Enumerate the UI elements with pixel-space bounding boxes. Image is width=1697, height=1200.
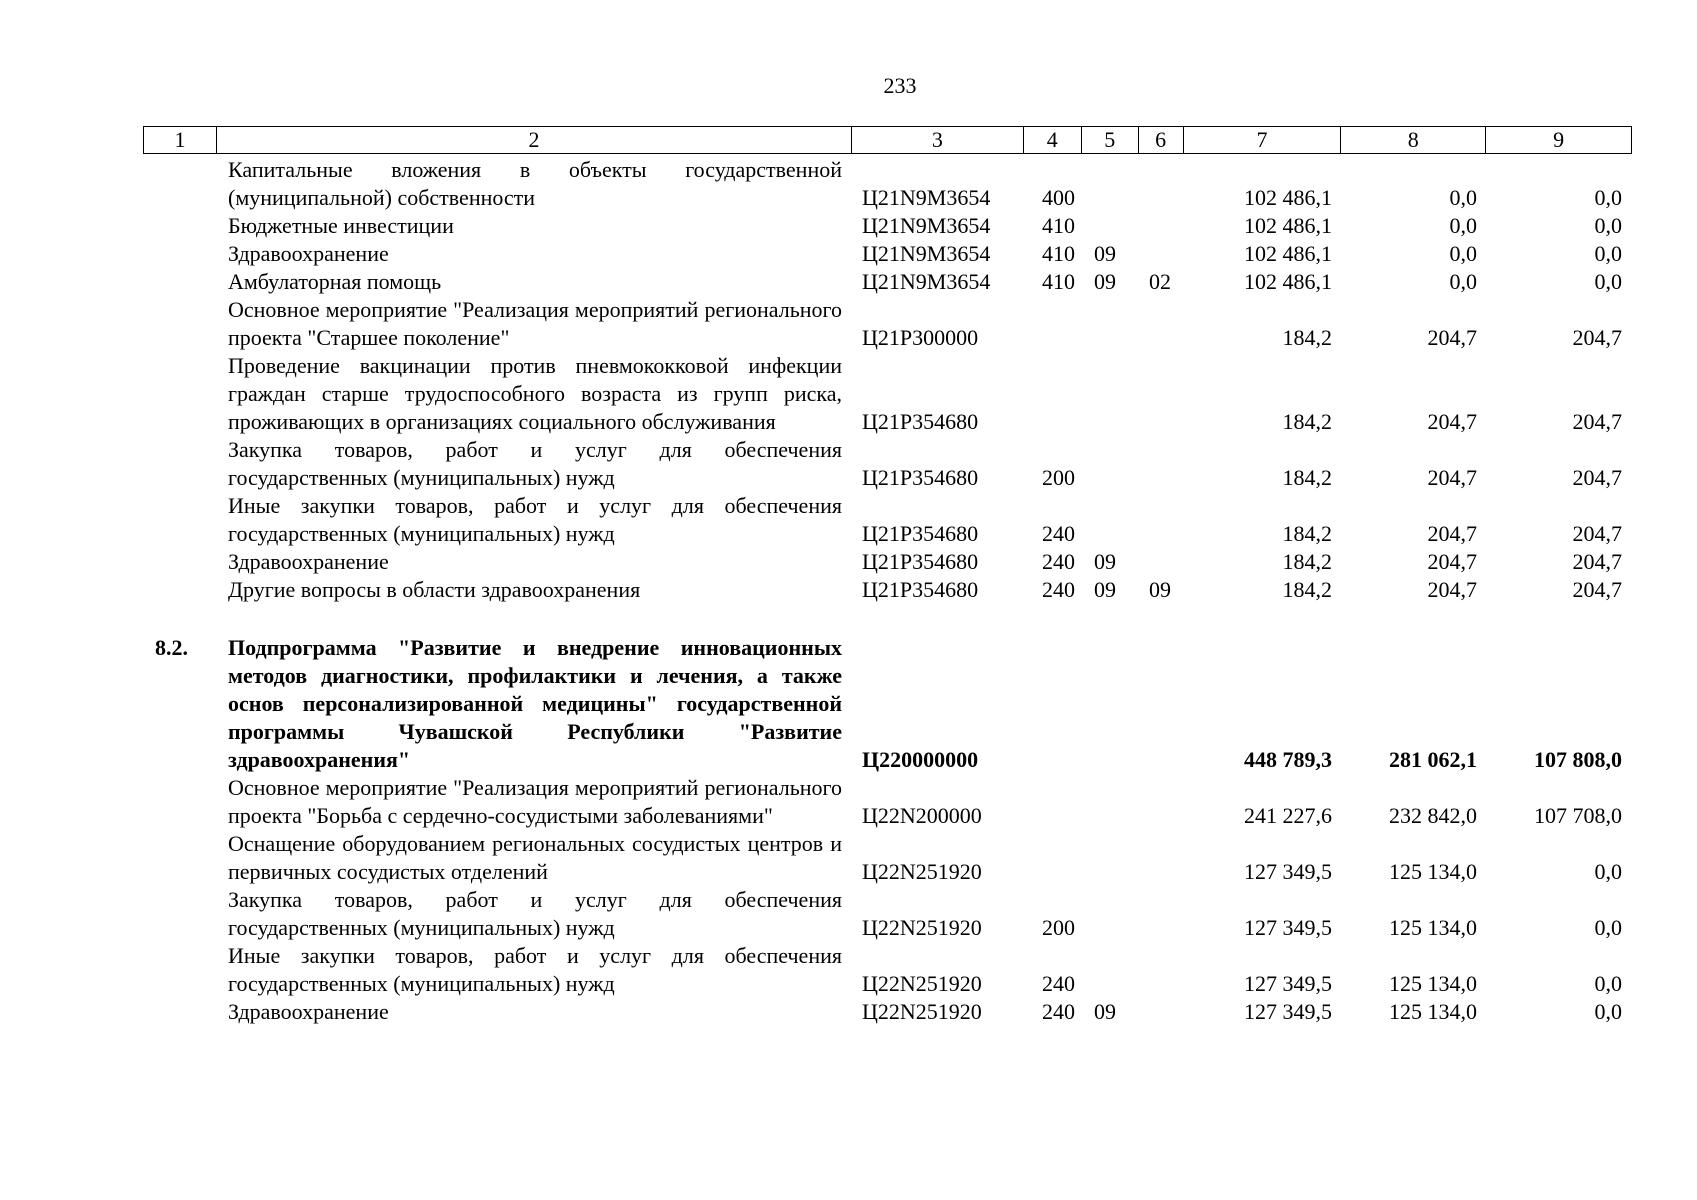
row-code: Ц21P354680 <box>862 465 979 490</box>
row-value-8: 204,7 <box>1427 325 1477 350</box>
row-value-8: 125 134,0 <box>1389 859 1477 884</box>
row-col-4: 200 <box>1042 465 1075 490</box>
row-col-4 <box>1024 296 1082 352</box>
row-col-5 <box>1082 492 1139 548</box>
row-col-4: 240 <box>1042 971 1075 996</box>
row-code: Ц22N251920 <box>862 915 982 940</box>
row-value-9: 204,7 <box>1572 409 1622 434</box>
row-col-6 <box>1139 830 1184 886</box>
header-col-3: 3 <box>852 127 1024 153</box>
row-value-9: 0,0 <box>1594 999 1622 1024</box>
table-body <box>143 156 1632 1026</box>
row-col-5 <box>1082 886 1139 942</box>
row-value-7: 184,2 <box>1282 521 1332 546</box>
row-col-4: 240 <box>1042 577 1075 602</box>
row-col-6 <box>1139 998 1184 1026</box>
table-header <box>143 126 1632 154</box>
row-col-5 <box>1082 634 1139 774</box>
row-name: Иные закупки товаров, работ и услуг для обеспечения государственных (муниципальных) нужд <box>228 943 842 996</box>
row-col-4: 200 <box>1042 915 1075 940</box>
header-col-2: 2 <box>217 127 852 153</box>
header-col-8: 8 <box>1341 127 1486 153</box>
row-value-9: 0,0 <box>1594 185 1622 210</box>
row-col-6: 02 <box>1149 269 1171 294</box>
row-code: Ц21P354680 <box>862 521 979 546</box>
row-code: Ц21P354680 <box>862 549 979 574</box>
header-col-5: 5 <box>1082 127 1139 153</box>
row-value-7: 127 349,5 <box>1244 859 1332 884</box>
spacer-row <box>143 604 1632 634</box>
row-value-7: 184,2 <box>1282 577 1332 602</box>
row-col-4 <box>1024 774 1082 830</box>
row-value-9: 0,0 <box>1594 269 1622 294</box>
row-col-6 <box>1139 156 1184 212</box>
table-row <box>143 268 1632 296</box>
row-col-4: 240 <box>1042 549 1075 574</box>
row-code: Ц22N200000 <box>862 803 982 828</box>
row-col-4 <box>1024 634 1082 774</box>
row-col-5: 09 <box>1094 241 1116 266</box>
row-name: Основное мероприятие "Реализация мероприятий регионального проекта "Борьба с сердечно-сосудистыми заболеваниями" <box>228 775 842 828</box>
row-value-8: 125 134,0 <box>1389 915 1477 940</box>
row-value-8: 0,0 <box>1449 269 1477 294</box>
row-name: Основное мероприятие "Реализация мероприятий регионального проекта "Старшее поколение" <box>228 297 842 350</box>
row-value-8: 0,0 <box>1449 213 1477 238</box>
table-row <box>143 830 1632 886</box>
header-col-7: 7 <box>1184 127 1342 153</box>
row-number: 8.2. <box>155 635 188 660</box>
row-name: Проведение вакцинации против пневмококковой инфекции граждан старше трудоспособного возраста из групп риска, проживающих в организациях социального обслуживания <box>228 353 842 434</box>
row-col-5 <box>1082 156 1139 212</box>
row-value-8: 0,0 <box>1449 185 1477 210</box>
row-value-7: 241 227,6 <box>1244 803 1332 828</box>
row-code: Ц220000000 <box>862 747 979 772</box>
row-value-9: 0,0 <box>1594 241 1622 266</box>
row-value-8: 232 842,0 <box>1389 803 1477 828</box>
row-number <box>143 156 216 212</box>
table-row <box>143 492 1632 548</box>
row-number <box>143 436 216 492</box>
row-value-9: 204,7 <box>1572 549 1622 574</box>
row-number <box>143 576 216 604</box>
row-code: Ц21P300000 <box>862 325 979 350</box>
row-number <box>143 942 216 998</box>
row-col-5 <box>1082 942 1139 998</box>
row-col-6 <box>1139 492 1184 548</box>
row-col-4: 410 <box>1042 213 1075 238</box>
row-name: Капитальные вложения в объекты государственной (муниципальной) собственности <box>228 157 842 210</box>
row-value-9: 0,0 <box>1594 213 1622 238</box>
row-value-8: 204,7 <box>1427 465 1477 490</box>
row-number <box>143 830 216 886</box>
row-value-7: 102 486,1 <box>1244 213 1332 238</box>
row-value-9: 107 708,0 <box>1534 803 1622 828</box>
header-col-4: 4 <box>1024 127 1082 153</box>
row-col-5: 09 <box>1094 549 1116 574</box>
row-name: Закупка товаров, работ и услуг для обеспечения государственных (муниципальных) нужд <box>228 437 842 490</box>
row-col-4: 240 <box>1042 521 1075 546</box>
row-number <box>143 998 216 1026</box>
row-col-5: 09 <box>1094 269 1116 294</box>
row-number <box>143 296 216 352</box>
table-row <box>143 548 1632 576</box>
row-value-7: 184,2 <box>1282 465 1332 490</box>
row-code: Ц21P354680 <box>862 409 979 434</box>
row-value-8: 0,0 <box>1449 241 1477 266</box>
row-name: Оснащение оборудованием региональных сосудистых центров и первичных сосудистых отделений <box>228 831 842 884</box>
row-col-6 <box>1139 212 1184 240</box>
row-number <box>143 774 216 830</box>
row-col-5: 09 <box>1094 999 1116 1024</box>
row-value-7: 127 349,5 <box>1244 915 1332 940</box>
row-value-7: 102 486,1 <box>1244 241 1332 266</box>
row-value-9: 204,7 <box>1572 465 1622 490</box>
row-value-9: 204,7 <box>1572 577 1622 602</box>
row-col-5 <box>1082 436 1139 492</box>
row-col-4: 240 <box>1042 999 1075 1024</box>
row-col-6 <box>1139 296 1184 352</box>
row-value-8: 125 134,0 <box>1389 999 1477 1024</box>
row-col-6 <box>1139 548 1184 576</box>
row-value-7: 184,2 <box>1282 325 1332 350</box>
row-value-9: 204,7 <box>1572 325 1622 350</box>
page-number: 233 <box>883 73 917 98</box>
row-number <box>143 548 216 576</box>
row-name: Здравоохранение <box>228 549 389 574</box>
row-name: Бюджетные инвестиции <box>228 213 454 238</box>
row-value-7: 184,2 <box>1282 549 1332 574</box>
row-number <box>143 352 216 436</box>
row-value-9: 0,0 <box>1594 915 1622 940</box>
row-col-6 <box>1139 240 1184 268</box>
row-name: Амбулаторная помощь <box>228 269 442 294</box>
row-value-8: 281 062,1 <box>1389 747 1477 772</box>
table-row <box>143 634 1632 774</box>
row-col-4 <box>1024 830 1082 886</box>
row-col-4: 410 <box>1042 269 1075 294</box>
row-value-8: 204,7 <box>1427 577 1477 602</box>
budget-table <box>143 156 1632 1026</box>
row-value-8: 125 134,0 <box>1389 971 1477 996</box>
row-name: Другие вопросы в области здравоохранения <box>228 577 641 602</box>
table-row <box>143 240 1632 268</box>
row-name: Закупка товаров, работ и услуг для обеспечения государственных (муниципальных) нужд <box>228 887 842 940</box>
header-col-9: 9 <box>1553 127 1565 152</box>
table-row <box>143 212 1632 240</box>
row-col-4: 400 <box>1042 185 1075 210</box>
row-name: Иные закупки товаров, работ и услуг для обеспечения государственных (муниципальных) нужд <box>228 493 842 546</box>
row-value-8: 204,7 <box>1427 521 1477 546</box>
row-name: Здравоохранение <box>228 999 389 1024</box>
header-col-1: 1 <box>144 127 217 153</box>
row-value-7: 102 486,1 <box>1244 269 1332 294</box>
table-row <box>143 942 1632 998</box>
row-code: Ц21P354680 <box>862 577 979 602</box>
row-col-6: 09 <box>1149 577 1171 602</box>
row-col-6 <box>1139 942 1184 998</box>
row-name: Здравоохранение <box>228 241 389 266</box>
row-col-6 <box>1139 774 1184 830</box>
table-row <box>143 886 1632 942</box>
row-col-5 <box>1082 296 1139 352</box>
row-col-5 <box>1082 830 1139 886</box>
table-row <box>143 156 1632 212</box>
row-code: Ц22N251920 <box>862 971 982 996</box>
table-row <box>143 576 1632 604</box>
table-row <box>143 998 1632 1026</box>
row-value-7: 102 486,1 <box>1244 185 1332 210</box>
row-col-4 <box>1024 352 1082 436</box>
row-number <box>143 240 216 268</box>
row-value-7: 127 349,5 <box>1244 971 1332 996</box>
row-name: Подпрограмма "Развитие и внедрение инновационных методов диагностики, профилактики и лечения, а также основ персонализированной медицины" государственной программы Чувашской Республики "Развитие здравоохранения" <box>228 635 842 772</box>
row-value-9: 0,0 <box>1594 971 1622 996</box>
row-value-7: 448 789,3 <box>1244 747 1332 772</box>
header-col-6: 6 <box>1139 127 1184 153</box>
row-code: Ц21N9M3654 <box>862 269 991 294</box>
row-value-8: 204,7 <box>1427 409 1477 434</box>
row-value-8: 204,7 <box>1427 549 1477 574</box>
row-number <box>143 212 216 240</box>
row-value-7: 127 349,5 <box>1244 999 1332 1024</box>
row-col-5 <box>1082 774 1139 830</box>
row-value-7: 184,2 <box>1282 409 1332 434</box>
row-col-4: 410 <box>1042 241 1075 266</box>
row-value-9: 204,7 <box>1572 521 1622 546</box>
table-row <box>143 352 1632 436</box>
row-number <box>143 492 216 548</box>
table-row <box>143 436 1632 492</box>
row-code: Ц22N251920 <box>862 999 982 1024</box>
row-col-5 <box>1082 352 1139 436</box>
table-row <box>143 296 1632 352</box>
row-number <box>143 886 216 942</box>
row-code: Ц21N9M3654 <box>862 185 991 210</box>
row-col-6 <box>1139 352 1184 436</box>
table-row <box>143 774 1632 830</box>
row-col-6 <box>1139 634 1184 774</box>
row-col-5: 09 <box>1094 577 1116 602</box>
row-code: Ц21N9M3654 <box>862 241 991 266</box>
row-number <box>143 268 216 296</box>
row-value-9: 0,0 <box>1594 859 1622 884</box>
row-col-5 <box>1082 212 1139 240</box>
row-value-9: 107 808,0 <box>1534 747 1622 772</box>
row-code: Ц21N9M3654 <box>862 213 991 238</box>
row-col-6 <box>1139 886 1184 942</box>
row-col-6 <box>1139 436 1184 492</box>
row-code: Ц22N251920 <box>862 859 982 884</box>
